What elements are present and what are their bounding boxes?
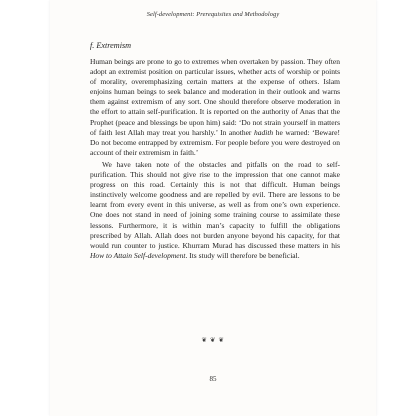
book-page	[50, 0, 376, 416]
italic-text: How to Attain Self-development	[90, 250, 186, 260]
text-run: Human beings are prone to go to extremes when overtaken by passion. They often adopt an extremist position on particular issues, whether acts of worship or points of morality, overemphasizing certain matters at the expense of others. Islam enjoins human beings to seek balance and moderation in their outlook and warns them against extremism of any sort. One should therefore observe moderation in the effort to attain self-purification. It is reported on the authority of Anas that the Prophet (peace and blessings be upon him) said: ‘Do not strain yourself in matters of faith lest Allah may treat you harshly.’ In another	[90, 57, 340, 137]
page-number: 85	[209, 375, 217, 383]
section-heading: f. Extremism	[90, 41, 132, 50]
text-run: he warned: ‘Beware! Do not become entrapped by extremism. For people before you were destroyed on account of their extremism in faith.’	[90, 127, 340, 157]
body-text	[90, 57, 340, 261]
running-head: Self-development: Prerequisites and Methodology	[146, 11, 280, 18]
text-run: We have taken note of the obstacles and pitfalls on the road to self-purification. This should not give rise to the impression that one cannot make progress on this road. Certainly this is not that difficult. Human beings instinctively welcome goodness and are repelled by evil. There are lessons to be learnt from every event in this universe, as well as from one’s own experience. One does not stand in need of joining some training course to assimilate these lessons. Furthermore, it is within man’s capacity to fulfill the obligations prescribed by Allah. Allah does not burden anyone beyond his capacity, for that would run counter to justice. Khurram Murad has discussed these matters in his	[90, 159, 340, 250]
text-run: . Its study will therefore be beneficial.	[185, 250, 300, 260]
paragraph-2	[90, 160, 340, 261]
paragraph-1	[90, 57, 340, 158]
ornament-divider: ❦ ❦ ❦	[201, 336, 225, 344]
italic-text: hadith	[253, 127, 274, 137]
